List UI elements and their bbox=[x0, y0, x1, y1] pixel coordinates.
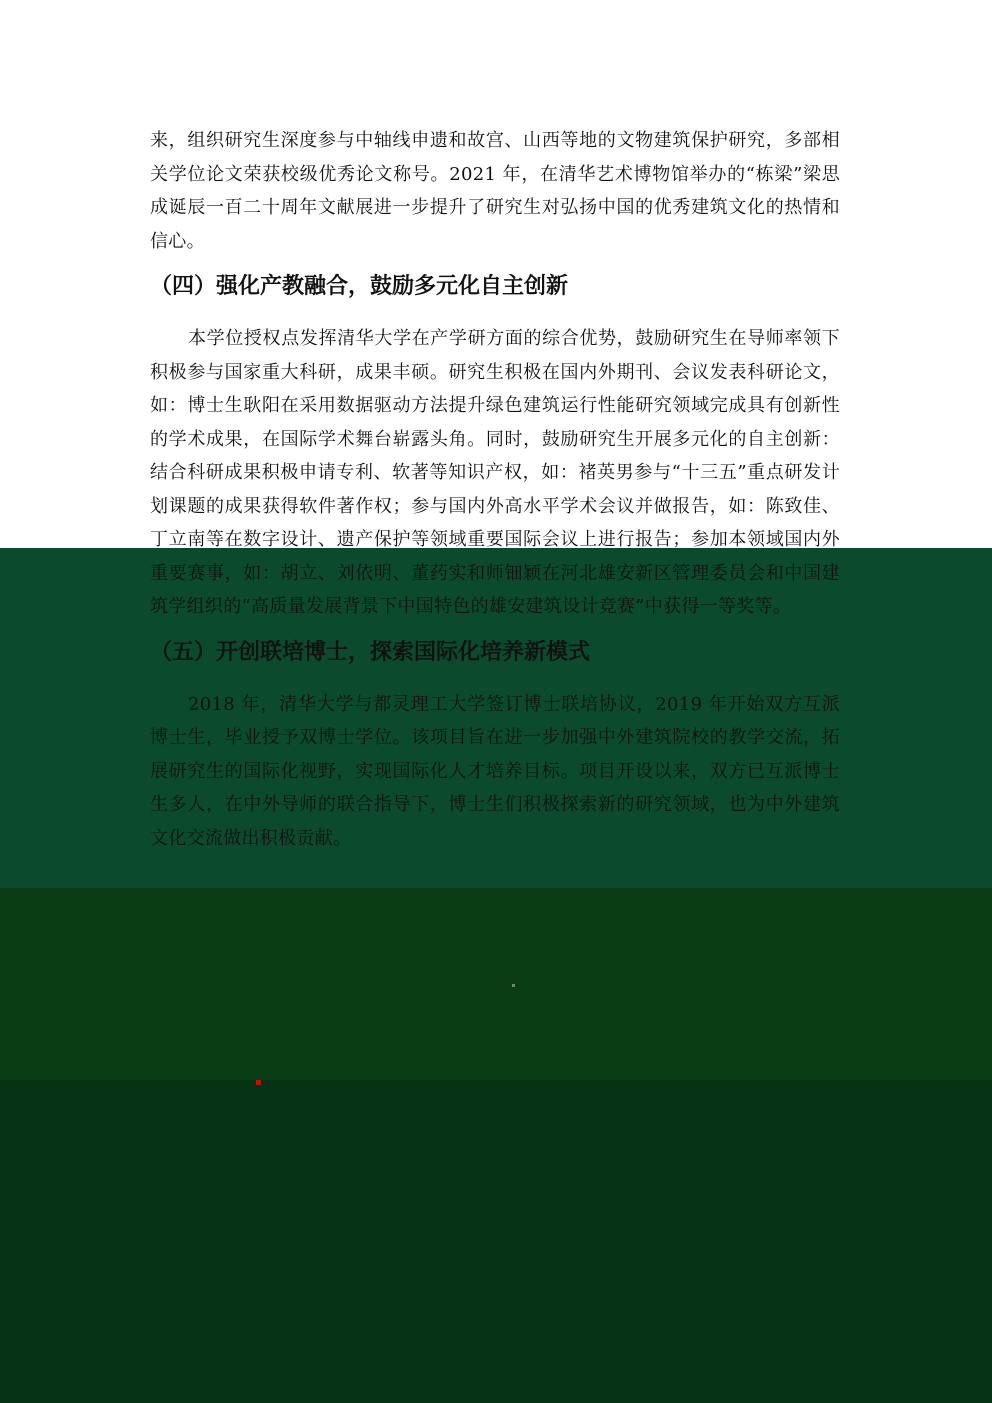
document-body bbox=[150, 124, 840, 855]
section-heading-5: （五）开创联培博士，探索国际化培养新模式 bbox=[150, 639, 591, 665]
dark-green-overlay-band bbox=[0, 1080, 992, 1403]
paragraph-industry-education: 本学位授权点发挥清华大学在产学研方面的综合优势，鼓励研究生在导师率领下积极参与国家重大科研，成果丰硕。研究生积极在国内外期刊、会议发表科研论文，如：博士生耿阳在采用数据驱动方法提升绿色建筑运行性能研究领域完成具有创新性的学术成果，在国际学术舞台崭露头角。同时，鼓励研究生开展多元化的自主创新：结合科研成果积极申请专利、软著等知识产权，如：褚英男参与“十三五”重点研发计划课题的成果获得软件著作权；参与国内外高水平学术会议并做报告，如：陈致佳、丁立南等在数字设计、遗产保护等领域重要国际会议上进行报告；参加本领域国内外重要赛事，如：胡立、刘依明、董药实和师钿颖在河北雄安新区管理委员会和中国建筑学组织的“高质量发展背景下中国特色的雄安建筑设计竞赛”中获得一等奖等。 bbox=[150, 328, 840, 617]
dark-green-overlay-band bbox=[0, 888, 992, 1083]
artifact-speck bbox=[256, 1080, 261, 1085]
artifact-speck bbox=[512, 984, 515, 987]
section-heading-4: （四）强化产教融合，鼓励多元化自主创新 bbox=[150, 274, 569, 299]
paragraph-continued: 来，组织研究生深度参与中轴线申遗和故宫、山西等地的文物建筑保护研究，多部相关学位论文荣获校级优秀论文称号。2021 年，在清华艺术博物馆举办的“栋梁”梁思成诞辰一百二十周年文献展进一步提升了研究生对弘扬中国的优秀建筑文化的热情和信心。 bbox=[150, 130, 840, 252]
paragraph-joint-phd: 2018 年，清华大学与都灵理工大学签订博士联培协议，2019 年开始双方互派博士生，毕业授予双博士学位。该项目旨在进一步加强中外建筑院校的教学交流，拓展研究生的国际化视野，实现国际化人才培养目标。项目开设以来，双方已互派博士生多人，在中外导师的联合指导下，博士生们积极探索新的研究领域，也为中外建筑文化交流做出积极贡献。 bbox=[150, 693, 840, 849]
